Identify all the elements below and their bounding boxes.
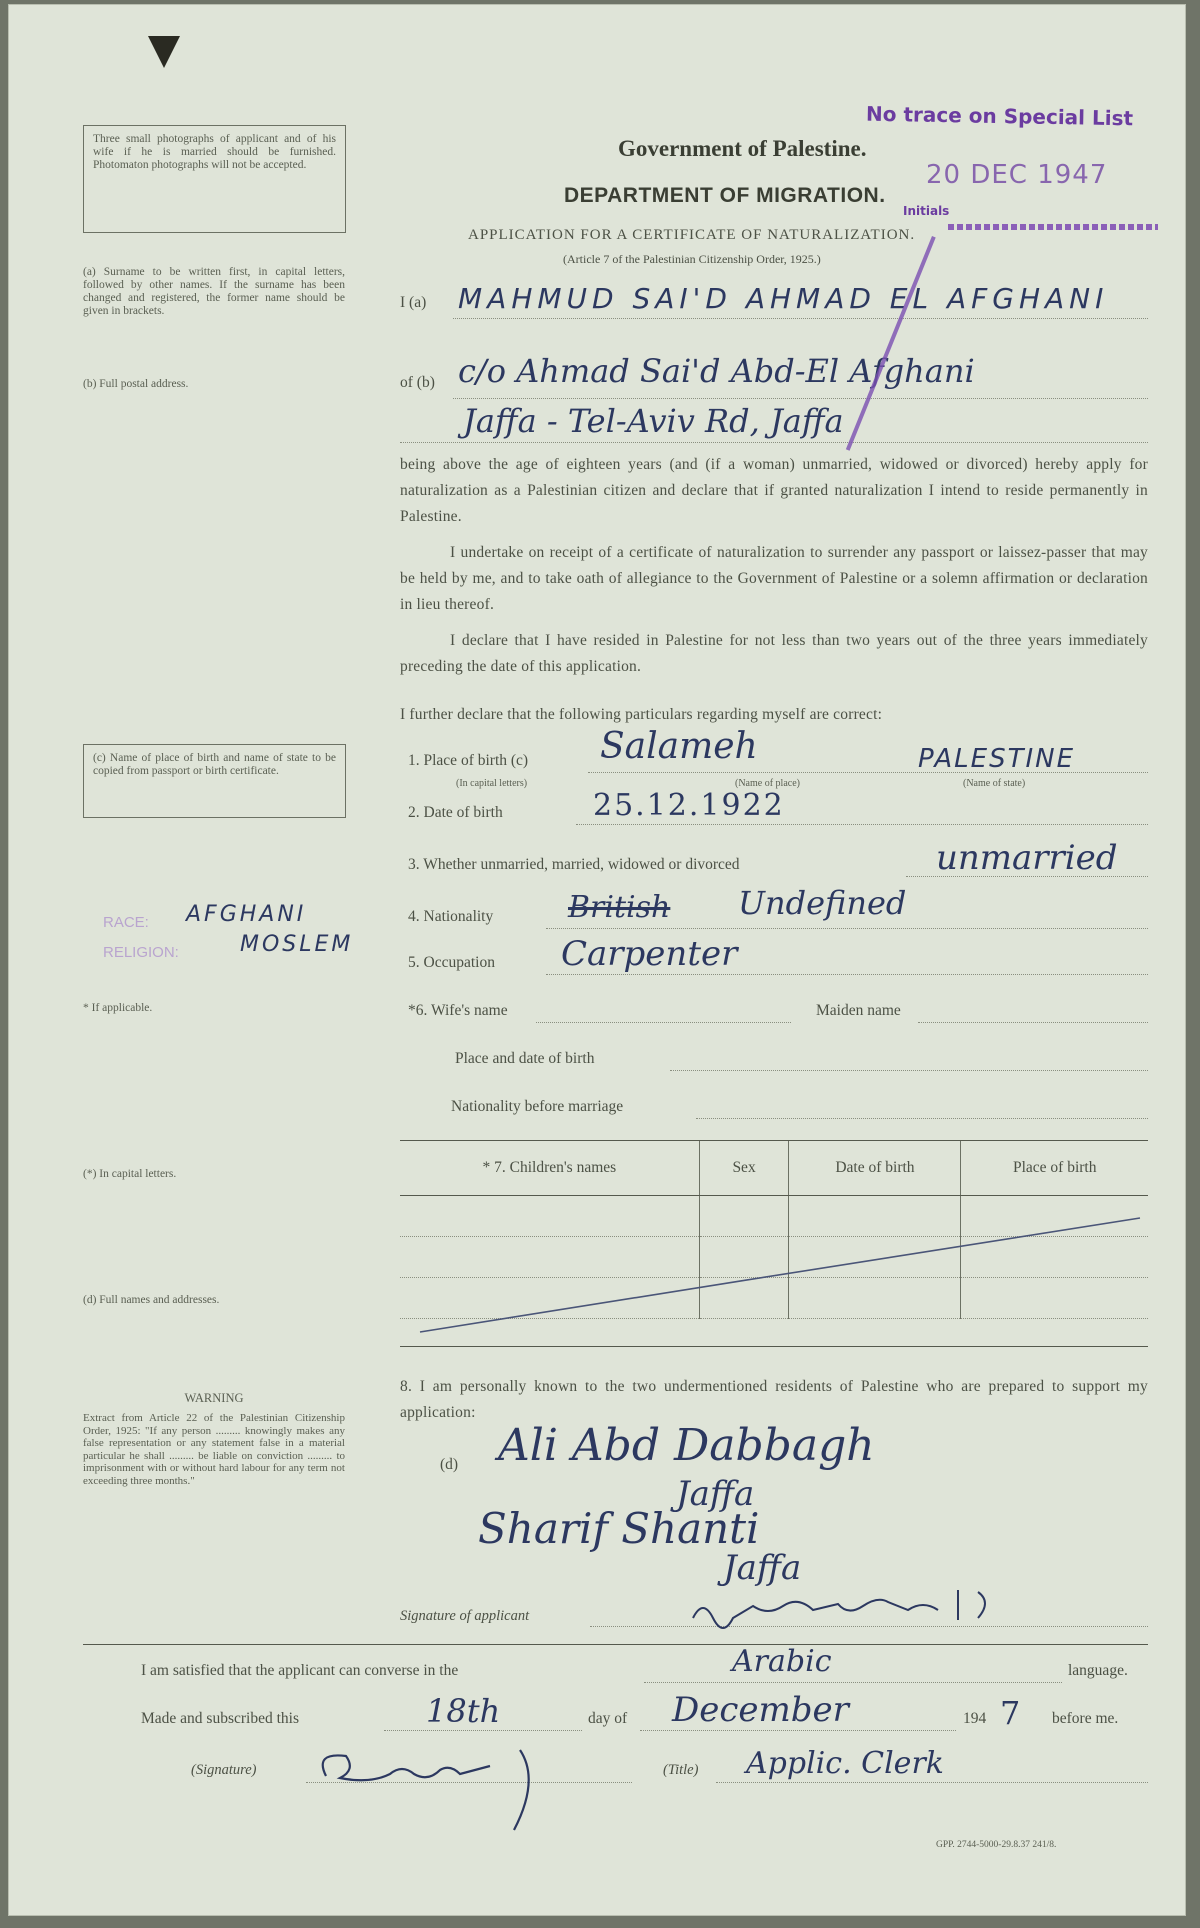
title-value: Applic. Clerk	[746, 1746, 944, 1781]
converse-statement: I am satisfied that the applicant can converse in the	[141, 1662, 459, 1679]
surname-note: (a) Surname to be written first, in capital letters, followed by other names. If the surname has been changed and registered, the former name should be given in brackets.	[83, 266, 345, 317]
birth-place-value: Salameh	[600, 726, 758, 767]
official-signature-mark	[314, 1742, 604, 1832]
address-prefix: of (b)	[400, 374, 435, 391]
birth-place-label: 1. Place of birth (c)	[408, 752, 529, 769]
referees-d-label: (d)	[440, 1456, 459, 1473]
children-sex-header: Sex	[699, 1141, 789, 1196]
children-dob-header: Date of birth	[789, 1141, 961, 1196]
occupation-label: 5. Occupation	[408, 954, 495, 971]
warning-text: Extract from Article 22 of the Palestinian Citizenship Order, 1925: "If any person ......... knowingly makes any false representation or any statement false in a material particular he shall ......... be liable on conviction ......... to imprisonment with or without hard labour for any term not exceeding three months."	[83, 1412, 345, 1487]
day-value: 18th	[426, 1692, 501, 1730]
name-of-place-caption: (Name of place)	[735, 778, 800, 789]
month-value: December	[672, 1690, 849, 1730]
applicant-name: MAHMUD SAI'D AHMAD EL AFGHANI	[458, 282, 1109, 315]
birth-state-value: PALESTINE	[918, 744, 1076, 774]
language-label: language.	[1068, 1662, 1128, 1679]
wife-nationality-label: Nationality before marriage	[451, 1098, 624, 1115]
maiden-name-label: Maiden name	[816, 1002, 901, 1019]
corner-mark-icon	[148, 36, 180, 68]
photographs-note-box: Three small photographs of applicant and of his wife if he is married should be furnished. Photomaton photographs will not be accepted.	[83, 125, 346, 233]
department-heading: DEPARTMENT OF MIGRATION.	[564, 184, 886, 207]
day-of-label: day of	[588, 1710, 628, 1727]
made-subscribed-label: Made and subscribed this	[141, 1710, 299, 1727]
religion-value: MOSLEM	[240, 932, 354, 957]
marital-status-value: unmarried	[936, 838, 1118, 878]
nationality-struck-value: British	[568, 890, 671, 925]
referee-1-city: Jaffa	[676, 1474, 755, 1514]
year-prefix: 194	[963, 1710, 987, 1727]
referee-1-name: Ali Abd Dabbagh	[498, 1420, 875, 1471]
official-signature-label: (Signature)	[191, 1762, 257, 1778]
address-line-1: c/o Ahmad Sai'd Abd-El Afghani	[458, 352, 975, 390]
race-label: RACE:	[103, 914, 149, 931]
dob-label: 2. Date of birth	[408, 804, 503, 821]
name-prefix: I (a)	[400, 294, 427, 311]
full-names-note: (d) Full names and addresses.	[83, 1294, 220, 1306]
naturalization-form	[8, 4, 1186, 1916]
nationality-value: Undefined	[738, 884, 907, 922]
stamp-line	[948, 224, 1158, 230]
year-value: 7	[1000, 1694, 1021, 1732]
declaration-paragraph-2: I undertake on receipt of a certificate of naturalization to surrender any passport or laissez-passer that may be held by me, and to take oath of allegiance to the Government of Palestine or a solemn affirmation or declaration in lieu thereof.	[400, 544, 1148, 613]
article-reference: (Article 7 of the Palestinian Citizenship Order, 1925.)	[563, 252, 821, 266]
race-value: AFGHANI	[186, 902, 307, 927]
stamp-initials: Initials	[903, 204, 950, 218]
warning-title: WARNING	[184, 1391, 244, 1405]
declaration-paragraph-3: I declare that I have resided in Palestine for not less than two years out of the three years immediately preceding the date of this application.	[400, 632, 1148, 675]
stamp-date: 20 DEC 1947	[926, 160, 1108, 190]
referee-2-city: Jaffa	[723, 1548, 802, 1588]
wife-name-label: *6. Wife's name	[408, 1002, 508, 1019]
government-heading: Government of Palestine.	[618, 136, 867, 161]
in-capital-caption: (In capital letters)	[456, 778, 528, 789]
marital-status-label: 3. Whether unmarried, married, widowed or divorced	[408, 856, 740, 873]
occupation-value: Carpenter	[561, 934, 738, 974]
special-list-stamp: No trace on Special List	[865, 101, 1134, 131]
nationality-label: 4. Nationality	[408, 908, 494, 925]
children-names-header: * 7. Children's names	[400, 1141, 699, 1196]
declaration-paragraph-4: I further declare that the following particulars regarding myself are correct:	[400, 706, 883, 723]
religion-label: RELIGION:	[103, 944, 179, 961]
postal-address-note: (b) Full postal address.	[83, 378, 189, 390]
referees-paragraph: 8. I am personally known to the two undermentioned residents of Palestine who are prepared to support my application:	[400, 1378, 1148, 1421]
dob-value: 25.12.1922	[593, 788, 785, 823]
name-of-state-caption: (Name of state)	[963, 778, 1026, 789]
children-birthplace-header: Place of birth	[961, 1141, 1148, 1196]
applicant-signature-mark	[688, 1590, 1048, 1630]
birth-place-note-box: (c) Name of place of birth and name of state to be copied from passport or birth certificate.	[83, 744, 346, 818]
before-me-label: before me.	[1052, 1710, 1119, 1727]
printer-code: GPP. 2744-5000-29.8.37 241/8.	[936, 1840, 1057, 1850]
declaration-paragraph-1: being above the age of eighteen years (and (if a woman) unmarried, widowed or divorced) hereby apply for naturalization as a Palestinian citizen and declare that if granted naturalization I intend to reside permanently in Palestine.	[400, 456, 1148, 525]
purple-slash-mark	[846, 236, 936, 451]
referee-2-name: Sharif Shanti	[478, 1504, 760, 1553]
address-line-2: Jaffa - Tel-Aviv Rd, Jaffa	[463, 402, 844, 440]
capital-letters-note: (*) In capital letters.	[83, 1168, 177, 1180]
wife-birth-label: Place and date of birth	[455, 1050, 595, 1067]
title-label: (Title)	[663, 1762, 699, 1778]
children-cancel-stroke	[400, 1204, 1148, 1344]
applicant-signature-label: Signature of applicant	[400, 1608, 530, 1624]
language-value: Arabic	[732, 1644, 832, 1679]
application-title: APPLICATION FOR A CERTIFICATE OF NATURALIZATION.	[468, 227, 916, 243]
if-applicable-note: * If applicable.	[83, 1002, 153, 1014]
